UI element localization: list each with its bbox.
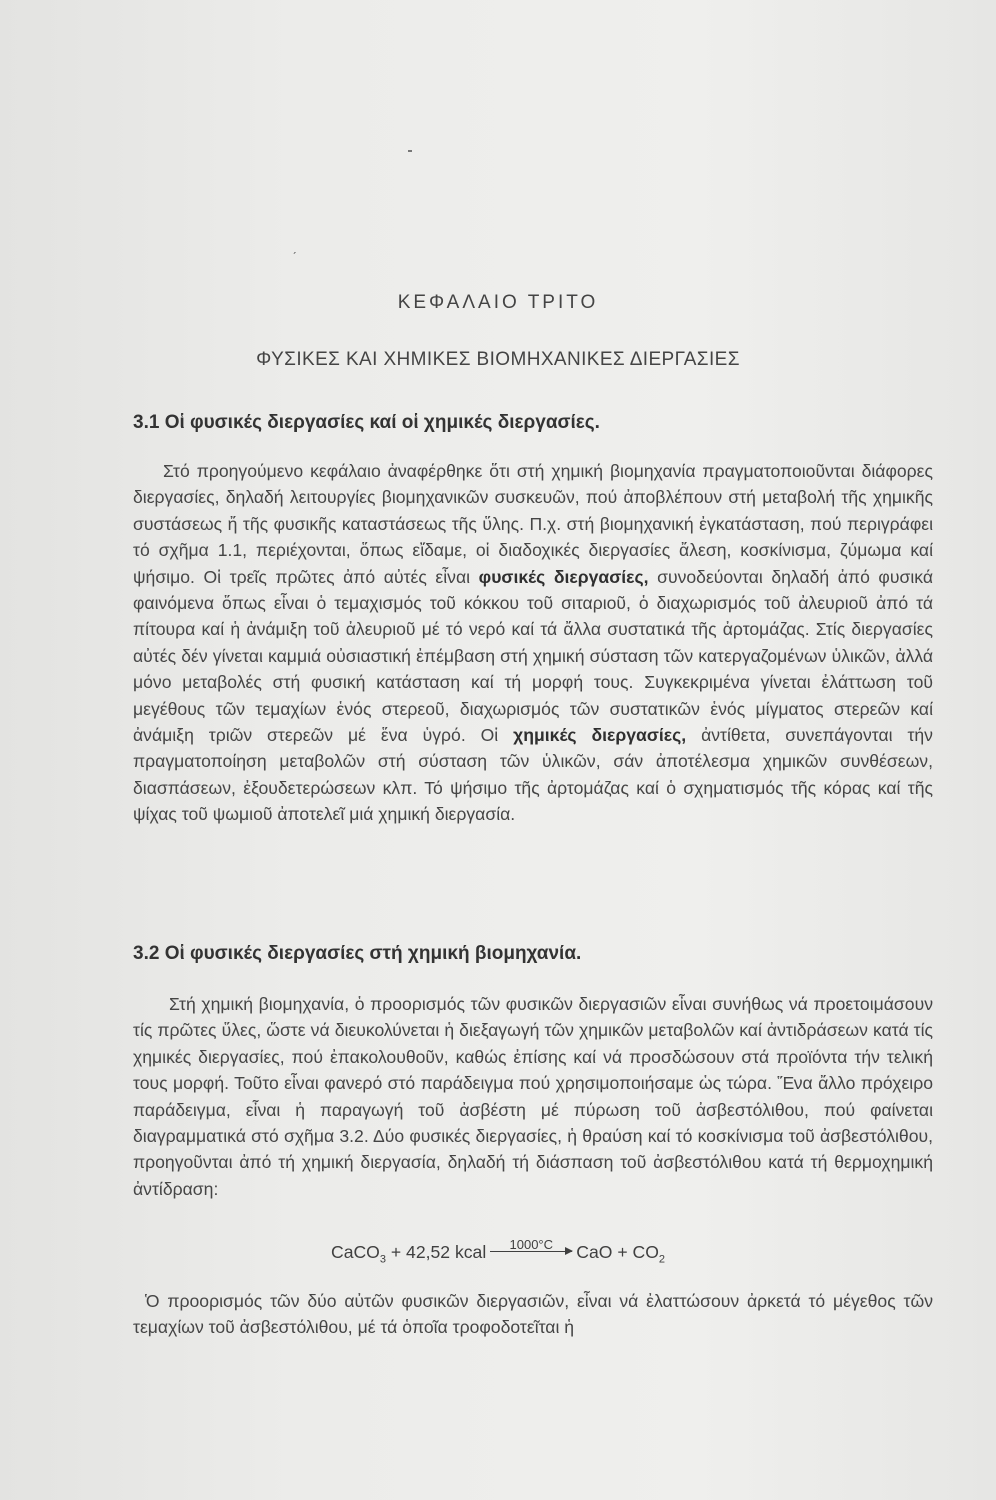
paragraph-text: συνοδεύονται δηλαδή ἀπό φυσικά φαινόμενα ὅπως εἶναι ὁ τεμαχισμός τοῦ κόκκου τοῦ σιταριοῦ, ὁ διαχωρισμός τοῦ ἀλευριοῦ ἀπό τά πίτουρα καί ἡ ἀνάμιξη τοῦ ἀλευριοῦ μέ τό νερό καί τά ἄλλα συστατικά τῆς ἀρτομάζας. Στίς διεργασίες αὐτές δέν γίνεται καμμιά οὐσιαστική ἐπέμβαση στή χημική σύσταση τῶν κατεργαζομένων ὑλικῶν, ἀλλά μόνο μεταβολές στή φυσική κατάσταση καί τή μορφή τους. Συγκεκριμένα γίνεται ἐλάττωση τοῦ μεγέθους τῶν τεμαχίων ἑνός στερεοῦ, διαχωρισμός τῶν συστατικῶν ἑνός μίγματος στερεῶν καί ἀνάμιξη τριῶν στερεῶν μέ ἕνα ὑγρό. Οἱ [133,566,933,746]
section-3-2-paragraph: Στή χημική βιομηχανία, ὁ προορισμός τῶν φυσικῶν διεργασιῶν εἶναι συνήθως νά προετοιμάσουν τίς πρῶτες ὕλες, ὥστε νά διευκολύνεται ἡ διεξαγωγή τῶν χημικῶν μεταβολῶν καί ἀντιδράσεων κατά τίς χημικές διεργασίες, πού ἐπακολουθοῦν, καθώς ἐπίσης καί νά προσδώσουν στά προϊόντα τήν τελική τους μορφή. Τοῦτο εἶναι φανερό στό παράδειγμα πού χρησιμοποιήσαμε ὡς τώρα. Ἕνα ἄλλο πρόχειρο παράδειγμα, εἶναι ἡ παραγωγή τοῦ ἀσβέστη μέ πύρωση τοῦ ἀσβεστόλιθου, πού φαίνεται διαγραμματικά στό σχῆμα 3.2. Δύο φυσικές διεργασίες, ἡ θραύση καί τό κοσκίνισμα τοῦ ἀσβεστόλιθου, προηγοῦνται ἀπό τή χημική διεργασία, δηλαδή τή διάσπαση τοῦ ἀσβεστόλιθου κατά τή θερμοχημική ἀντίδραση: [133,994,933,1199]
paragraph-text: Στό προηγούμενο κεφάλαιο ἀναφέρθηκε ὅτι στή χημική βιομηχανία πραγματοποιοῦνται διάφορες διεργασίες, δηλαδή λειτουργίες βιομηχανικῶν συσκευῶν, πού ἀποβλέπουν στή μεταβολή τῆς χημικῆς συστάσεως ἤ τῆς φυσικῆς καταστάσεως τῆς ὕλης. Π.χ. στή βιομηχανική ἐγκατάσταση, πού περιγράφει τό σχῆμα 1.1, περιέχονται, ὅπως εἴδαμε, οἱ διαδοχικές διεργασίες ἄλεση, κοσκίνισμα, ζύμωμα καί ψήσιμο. Οἱ τρεῖς πρῶτες ἀπό αὐτές εἶναι [133,461,933,587]
equation-left: CaCO$_3$ + 42,52 kcal [330,1242,487,1266]
reaction-arrow [490,1237,572,1258]
section-heading-3-1: 3.1 Οἱ φυσικές διεργασίες καί οἱ χημικές διεργασίες. [133,412,600,433]
chemical-equation [0,1237,996,1266]
paragraph-text: ἀντίθετα, συνεπάγονται τήν πραγματοποίηση μεταβολῶν στή σύσταση τῶν ὑλικῶν, σάν ἀποτέλεσμα χημικῶν συνθέσεων, διασπάσεων, ἐξουδετερώσεων κλπ. Τό ψήσιμο τῆς ἀρτομάζας καί ὁ σχηματισμός τῆς κόρας καί τῆς ψίχας τοῦ ψωμιοῦ ἀποτελεῖ μιά χημική διεργασία. [133,725,933,825]
bold-term-chemical: χημικές διεργασίες, [513,725,687,746]
bold-term-physical: φυσικές διεργασίες, [478,566,649,587]
chapter-title: ΦΥΣΙΚΕΣ ΚΑΙ ΧΗΜΙΚΕΣ ΒΙΟΜΗΧΑΝΙΚΕΣ ΔΙΕΡΓΑΣΙΕΣ [256,349,740,370]
pencil-mark-icon: ˏ [292,238,297,254]
chapter-label: ΚΕΦΑΛΑΙΟ ΤΡΙΤΟ [397,292,599,313]
section-3-2-paragraph-continued: Ὁ προορισμός τῶν δύο αὐτῶν φυσικῶν διεργασιῶν, εἶναι νά ἐλαττώσουν ἀρκετά τό μέγεθος τῶν τεμαχίων τοῦ ἀσβεστόλιθου, μέ τά ὁποῖα τροφοδοτεῖται ἡ [133,1291,933,1338]
equation-right: CaO + $CO_2$ [576,1242,666,1266]
section-3-1-paragraph [133,458,933,828]
reaction-condition: 1000°C [509,1237,554,1252]
ink-speck [408,150,412,152]
section-heading-3-2: 3.2 Οἱ φυσικές διεργασίες στή χημική βιομηχανία. [133,943,582,964]
